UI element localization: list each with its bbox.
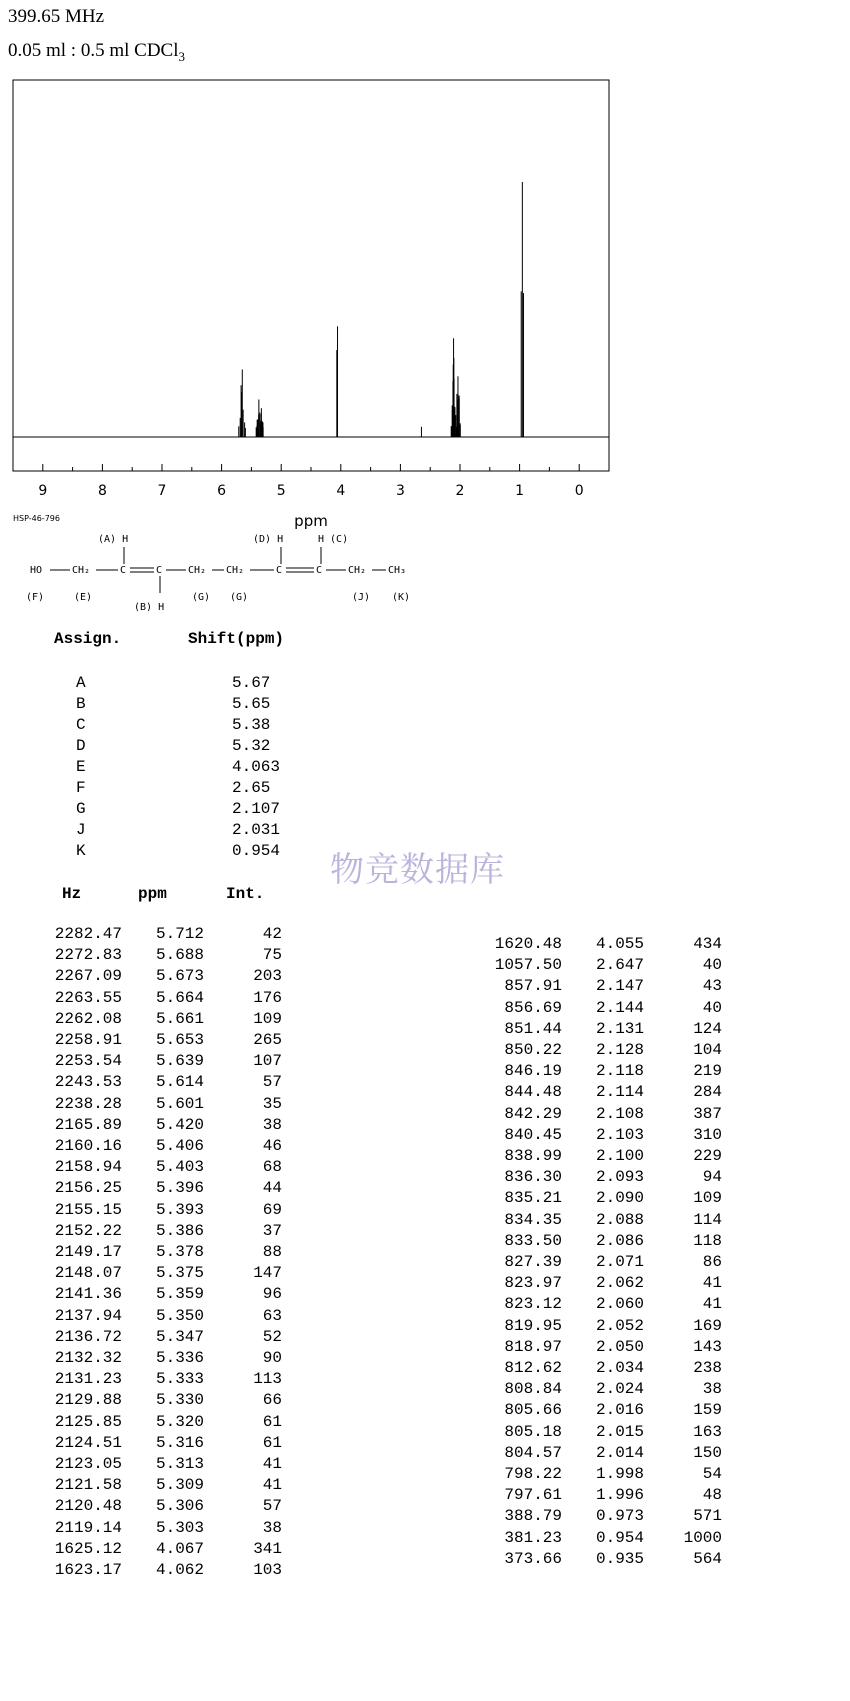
peak-hz: 2141.36: [54, 1285, 122, 1304]
peak-hz: 2120.48: [54, 1497, 122, 1516]
assignment-shift: 2.107: [232, 800, 281, 818]
peak-int: 38: [702, 1380, 722, 1399]
plot-frame: [13, 80, 609, 471]
peak-hz: 804.57: [504, 1443, 562, 1462]
assignment-shift: 5.67: [232, 674, 271, 692]
peak-ppm: 2.147: [595, 977, 644, 996]
peak-int: 41: [262, 1476, 282, 1495]
peak-ppm: 0.935: [595, 1549, 644, 1568]
peak-ppm: 5.378: [155, 1243, 204, 1261]
label-f: (F): [26, 592, 45, 603]
peak-ppm: 5.396: [155, 1179, 204, 1198]
peak-int: 176: [253, 988, 282, 1007]
peak-int: 66: [262, 1391, 282, 1410]
peak-hz: 835.21: [504, 1189, 562, 1208]
peak-int: 61: [262, 1433, 282, 1452]
peak-ppm: 2.016: [595, 1401, 644, 1420]
peak-ppm: 5.336: [155, 1349, 204, 1367]
peak-hz: 846.19: [504, 1062, 562, 1081]
peak-int: 44: [262, 1179, 282, 1198]
peak-int: 63: [262, 1306, 282, 1325]
label-d: (D) H: [253, 534, 284, 545]
peak-hz: 2152.22: [54, 1221, 122, 1240]
peak-int: 86: [702, 1253, 722, 1271]
peak-hz: 2258.91: [54, 1031, 122, 1049]
peak-hz: 851.44: [504, 1019, 562, 1038]
peak-int: 114: [693, 1210, 722, 1229]
peak-int: 434: [693, 935, 722, 953]
peak-int: 61: [262, 1412, 282, 1431]
peak-ppm: 2.100: [595, 1147, 644, 1165]
peak-int: 1000: [683, 1528, 722, 1547]
x-tick-label: 2: [455, 483, 465, 499]
peak-ppm: 5.688: [155, 946, 204, 965]
peak-int: 238: [693, 1359, 722, 1377]
peak-hz: 836.30: [504, 1168, 562, 1187]
molecule-structure: [20, 530, 440, 620]
peak-ppm: 5.601: [155, 1094, 204, 1113]
peak-hz: 805.18: [504, 1422, 562, 1441]
atom-ch3-k: CH₃: [388, 565, 407, 576]
peak-ppm: 5.614: [155, 1073, 204, 1092]
peak-ppm: 5.403: [155, 1158, 204, 1177]
atom-c3: C: [276, 565, 283, 576]
peak-ppm: 5.330: [155, 1391, 204, 1410]
peak-ppm: 2.071: [595, 1253, 644, 1271]
peak-ppm: 2.015: [595, 1422, 644, 1441]
peak-int: 43: [702, 977, 722, 996]
peak-hz: 2267.09: [54, 967, 122, 986]
peak-int: 41: [702, 1295, 722, 1314]
peak-hz: 1625.12: [54, 1539, 122, 1558]
peak-int: 88: [262, 1243, 282, 1261]
peak-int: 147: [253, 1264, 282, 1283]
peak-int: 107: [253, 1052, 282, 1071]
peak-int: 109: [693, 1189, 722, 1208]
peak-ppm: 5.661: [155, 1009, 204, 1028]
peak-int: 341: [253, 1539, 282, 1558]
peak-ppm: 5.350: [155, 1306, 204, 1325]
shift-header: Shift(ppm): [188, 630, 285, 648]
peak-hz: 833.50: [504, 1231, 562, 1250]
label-c-top: H (C): [318, 534, 349, 545]
peak-int: 41: [262, 1455, 282, 1473]
peak-hz: 1057.50: [494, 956, 562, 975]
peak-hz: 1620.48: [494, 935, 562, 953]
assignment-shift: 5.65: [232, 695, 271, 713]
peak-hz: 2272.83: [54, 946, 122, 965]
peak-int: 41: [702, 1274, 722, 1293]
assign-header: Assign.: [54, 630, 122, 648]
peak-hz: 2148.07: [54, 1264, 122, 1283]
atom-ho: HO: [30, 565, 43, 576]
peak-hz: 850.22: [504, 1041, 562, 1059]
peak-int: 96: [262, 1285, 282, 1304]
hz-header: Hz: [62, 885, 82, 903]
assignment-shift: 0.954: [232, 842, 281, 860]
peak-int: 90: [262, 1349, 282, 1367]
peak-ppm: 5.639: [155, 1052, 204, 1071]
peak-hz: 808.84: [504, 1380, 562, 1399]
label-k: (K): [392, 592, 411, 603]
assignment-label: B: [76, 695, 86, 713]
x-tick-label: 3: [395, 483, 405, 499]
peak-ppm: 2.014: [595, 1443, 644, 1462]
peak-hz: 823.12: [504, 1295, 562, 1314]
peak-hz: 797.61: [504, 1486, 562, 1505]
peak-hz: 388.79: [504, 1507, 562, 1526]
peak-int: 159: [693, 1401, 722, 1420]
solvent-text: 0.05 ml : 0.5 ml CDCl: [8, 40, 179, 61]
peak-hz: 827.39: [504, 1253, 562, 1271]
x-tick-label: 0: [574, 483, 584, 499]
peak-int: 143: [693, 1337, 722, 1356]
peak-int: 219: [693, 1062, 722, 1081]
peak-int: 42: [262, 925, 282, 943]
label-g2: (G): [230, 592, 249, 603]
peak-int: 57: [262, 1497, 282, 1516]
peak-ppm: 2.034: [595, 1359, 644, 1377]
nmr-spectrum-chart: [0, 70, 620, 530]
assignment-label: K: [76, 842, 86, 860]
peak-int: 387: [693, 1104, 722, 1123]
peak-int: 52: [262, 1327, 282, 1346]
spectrometer-frequency: 399.65 MHz: [8, 6, 105, 27]
x-axis-label: ppm: [294, 512, 328, 530]
peak-hz: 842.29: [504, 1104, 562, 1123]
peak-ppm: 5.347: [155, 1327, 204, 1346]
x-tick-label: 4: [336, 483, 346, 499]
assignment-label: D: [76, 737, 86, 755]
peak-ppm: 4.062: [155, 1561, 204, 1579]
peak-ppm: 5.386: [155, 1221, 204, 1240]
peak-ppm: 2.118: [595, 1062, 644, 1081]
peak-int: 118: [693, 1231, 722, 1250]
peak-hz: 1623.17: [54, 1561, 122, 1579]
peak-hz: 2119.14: [54, 1518, 122, 1537]
peak-ppm: 2.090: [595, 1189, 644, 1208]
peak-hz: 2155.15: [54, 1200, 122, 1219]
peak-int: 35: [262, 1094, 282, 1113]
peak-ppm: 5.375: [155, 1264, 204, 1283]
peak-hz: 2243.53: [54, 1073, 122, 1092]
peak-hz: 2132.32: [54, 1349, 122, 1367]
peak-ppm: 5.673: [155, 967, 204, 986]
peak-int: 103: [253, 1561, 282, 1579]
label-b: (B) H: [134, 602, 165, 613]
peak-int: 69: [262, 1200, 282, 1219]
peak-int: 284: [693, 1083, 722, 1102]
peak-ppm: 2.131: [595, 1019, 644, 1038]
peak-hz: 2238.28: [54, 1094, 122, 1113]
peak-hz: 2121.58: [54, 1476, 122, 1495]
peak-ppm: 4.055: [595, 935, 644, 953]
solvent-ratio: [8, 40, 185, 65]
peak-int: 40: [702, 998, 722, 1017]
atom-c4: C: [316, 565, 323, 576]
peak-int: 94: [702, 1168, 722, 1187]
peak-int: 68: [262, 1158, 282, 1177]
peak-int: 46: [262, 1137, 282, 1155]
label-j: (J): [352, 592, 371, 603]
peak-ppm: 2.060: [595, 1295, 644, 1314]
peak-ppm: 2.024: [595, 1380, 644, 1399]
peak-hz: 812.62: [504, 1359, 562, 1377]
peak-hz: 2165.89: [54, 1115, 122, 1134]
atom-c1: C: [120, 565, 127, 576]
label-e: (E): [74, 592, 93, 603]
x-tick-label: 9: [38, 483, 48, 499]
peak-hz: 2136.72: [54, 1327, 122, 1346]
x-tick-label: 6: [217, 483, 227, 499]
peak-int: 203: [253, 967, 282, 986]
atom-c2: C: [156, 565, 163, 576]
structure-code: HSP-46-796: [13, 514, 60, 523]
peak-int: 37: [262, 1221, 282, 1240]
peak-ppm: 2.062: [595, 1274, 644, 1293]
peak-int: 40: [702, 956, 722, 975]
peak-hz: 2129.88: [54, 1391, 122, 1410]
peak-hz: 2253.54: [54, 1052, 122, 1071]
peak-int: 229: [693, 1147, 722, 1165]
assignment-shift: 4.063: [232, 758, 281, 776]
assignment-label: A: [76, 674, 86, 692]
peak-int: 163: [693, 1422, 722, 1441]
assignment-shift: 5.32: [232, 737, 271, 755]
peak-ppm: 1.996: [595, 1486, 644, 1505]
solvent-subscript: 3: [178, 49, 185, 64]
peak-int: 310: [693, 1125, 722, 1144]
peak-hz: 2137.94: [54, 1306, 122, 1325]
peak-hz: 805.66: [504, 1401, 562, 1420]
peak-ppm: 1.998: [595, 1465, 644, 1483]
peak-ppm: 5.712: [155, 925, 204, 943]
atom-ch2-j: CH₂: [348, 565, 367, 576]
x-tick-label: 8: [97, 483, 107, 499]
peak-hz: 2282.47: [54, 925, 122, 943]
ppm-header: ppm: [138, 885, 167, 903]
peak-hz: 2149.17: [54, 1243, 122, 1261]
watermark: 物竞数据库: [330, 850, 505, 890]
peak-ppm: 2.088: [595, 1210, 644, 1229]
peak-int: 113: [253, 1370, 282, 1389]
peak-ppm: 5.420: [155, 1115, 204, 1134]
peak-hz: 2125.85: [54, 1412, 122, 1431]
peak-ppm: 0.954: [595, 1528, 644, 1547]
peak-int: 54: [702, 1465, 722, 1483]
peak-ppm: 5.313: [155, 1455, 204, 1473]
peak-ppm: 2.108: [595, 1104, 644, 1123]
int-header: Int.: [226, 885, 265, 903]
peak-hz: 2123.05: [54, 1455, 122, 1473]
peak-int: 150: [693, 1443, 722, 1462]
peak-hz: 2131.23: [54, 1370, 122, 1389]
label-g1: (G): [192, 592, 211, 603]
x-tick-label: 5: [276, 483, 286, 499]
assignment-label: E: [76, 758, 86, 776]
peak-ppm: 2.086: [595, 1231, 644, 1250]
peak-ppm: 5.320: [155, 1412, 204, 1431]
peak-hz: 2263.55: [54, 988, 122, 1007]
peak-ppm: 4.067: [155, 1539, 204, 1558]
atom-ch2-g1: CH₂: [188, 565, 207, 576]
peak-hz: 373.66: [504, 1549, 562, 1568]
peak-hz: 2262.08: [54, 1009, 122, 1028]
peak-hz: 856.69: [504, 998, 562, 1017]
peak-int: 57: [262, 1073, 282, 1092]
peak-int: 38: [262, 1115, 282, 1134]
assignment-shift: 2.031: [232, 821, 281, 839]
peak-hz: 2156.25: [54, 1179, 122, 1198]
peak-hz: 823.97: [504, 1274, 562, 1293]
peak-ppm: 2.144: [595, 998, 644, 1017]
assignment-label: G: [76, 800, 86, 818]
assignment-label: J: [76, 821, 86, 839]
atom-ch2-g2: CH₂: [226, 565, 245, 576]
peak-hz: 844.48: [504, 1083, 562, 1102]
peak-int: 38: [262, 1518, 282, 1537]
peak-ppm: 2.128: [595, 1041, 644, 1059]
peak-hz: 2158.94: [54, 1158, 122, 1177]
peak-hz: 818.97: [504, 1337, 562, 1356]
peak-hz: 2124.51: [54, 1433, 122, 1452]
atom-ch2-e: CH₂: [72, 565, 91, 576]
peak-int: 124: [693, 1019, 722, 1038]
peak-ppm: 2.647: [595, 956, 644, 975]
peak-int: 75: [262, 946, 282, 965]
label-a: (A) H: [98, 534, 129, 545]
peak-ppm: 0.973: [595, 1507, 644, 1526]
peak-ppm: 5.316: [155, 1433, 204, 1452]
peak-ppm: 5.406: [155, 1137, 204, 1155]
peak-ppm: 2.103: [595, 1125, 644, 1144]
peak-hz: 838.99: [504, 1147, 562, 1165]
peak-ppm: 2.114: [595, 1083, 644, 1102]
peak-hz: 840.45: [504, 1125, 562, 1144]
peak-int: 571: [693, 1507, 722, 1526]
peak-ppm: 5.333: [155, 1370, 204, 1389]
peak-ppm: 5.309: [155, 1476, 204, 1495]
peak-int: 265: [253, 1031, 282, 1049]
peak-hz: 857.91: [504, 977, 562, 996]
x-tick-label: 7: [157, 483, 167, 499]
peak-ppm: 2.052: [595, 1316, 644, 1335]
peak-int: 104: [693, 1041, 722, 1059]
assignment-shift: 2.65: [232, 779, 271, 797]
peak-hz: 2160.16: [54, 1137, 122, 1155]
peak-hz: 834.35: [504, 1210, 562, 1229]
x-tick-label: 1: [515, 483, 525, 499]
peak-ppm: 2.050: [595, 1337, 644, 1356]
peak-ppm: 5.306: [155, 1497, 204, 1516]
peak-ppm: 5.653: [155, 1031, 204, 1049]
assignment-shift: 5.38: [232, 716, 271, 734]
peak-ppm: 5.393: [155, 1200, 204, 1219]
peak-ppm: 2.093: [595, 1168, 644, 1187]
peak-int: 169: [693, 1316, 722, 1335]
peak-hz: 381.23: [504, 1528, 562, 1547]
peak-int: 564: [693, 1549, 722, 1568]
peak-int: 48: [702, 1486, 722, 1505]
assignment-label: C: [76, 716, 86, 734]
peak-ppm: 5.359: [155, 1285, 204, 1304]
peak-int: 109: [253, 1009, 282, 1028]
peak-hz: 798.22: [504, 1465, 562, 1483]
assignment-label: F: [76, 779, 86, 797]
peak-ppm: 5.664: [155, 988, 204, 1007]
peak-ppm: 5.303: [155, 1518, 204, 1537]
peak-hz: 819.95: [504, 1316, 562, 1335]
